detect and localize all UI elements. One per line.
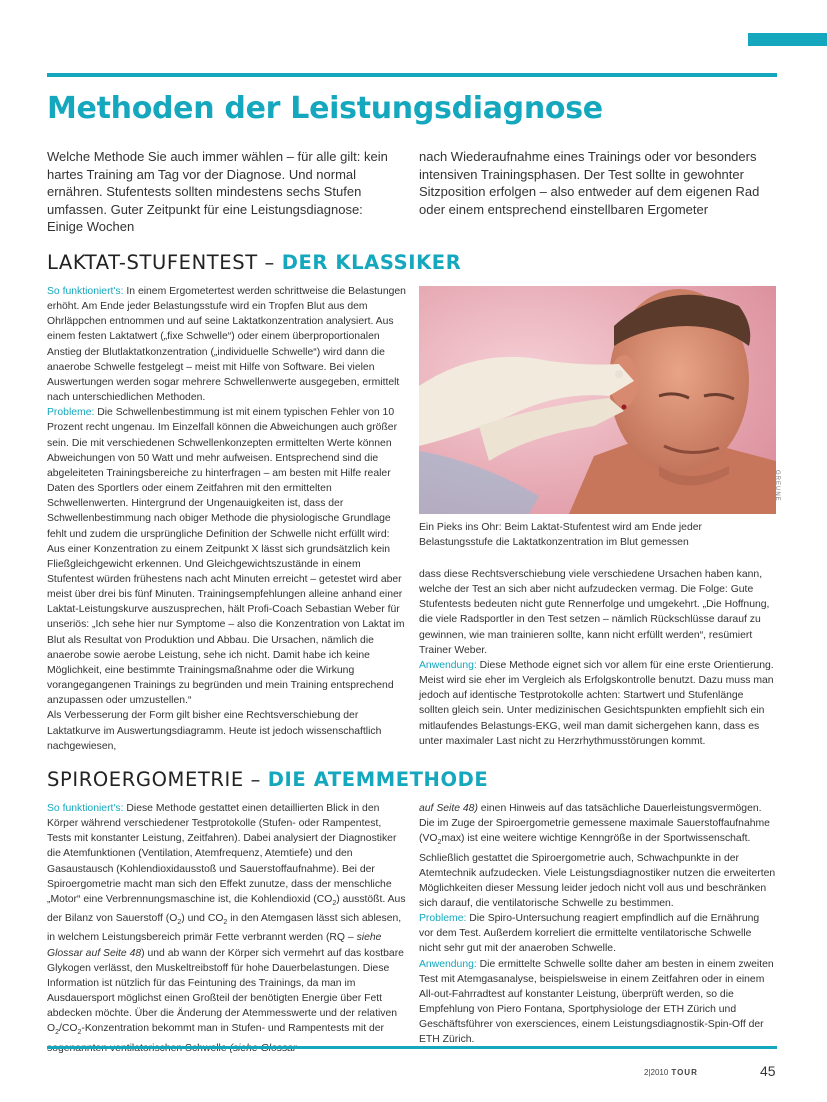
laktat-application-paragraph — [419, 658, 776, 749]
application-label: Anwendung: — [419, 659, 477, 671]
corner-accent-bar — [748, 33, 827, 46]
spiro-col2-b: max) ist eine weitere wichtige Kenngröße in der Sportwissenschaft. Schließlich gestattet die Spiroergometrie auch, Schwachpunkte in der Atemtechnik aufzudecken. Viele Leistungsdiagnostiker nutzen die erweiterten Möglichkeiten dieser Messung leider jedoch nicht voll aus und beschränken sich darauf, die ventilatorische Schwelle zu bestimmen. — [419, 833, 776, 910]
spiro-problems-paragraph — [419, 911, 776, 956]
intro-column-2 — [419, 148, 779, 218]
laktat-how-paragraph — [47, 284, 407, 405]
glossar-reference-2b: auf Seite 48) — [419, 803, 478, 814]
spiro-column-1 — [47, 801, 407, 1056]
co2-subscript-b: 2 — [223, 919, 228, 927]
spiro-column-2 — [419, 801, 776, 1048]
vo2-subscript: 2 — [437, 839, 442, 847]
athlete-earlobe-test-image — [419, 286, 776, 514]
laktat-problems-paragraph — [47, 405, 407, 708]
spiro-column-2-paragraph — [419, 801, 776, 911]
spiro-how-e: ) und ab wann der Körper sich vermehrt auf das kostbare Glykogen verlässt, den Muskeltreibstoff für hohe Dauerbelastungen. Diese Information ist nützlich für das Feintuning des Trainings, da man im Ausdauersport möglichst einen Großteil der benötigten Energie über Fett abdecken möchte. Über die Änderung der Atemmesswerte und der relativen O — [47, 947, 404, 1035]
laktat-column-2 — [419, 567, 776, 749]
footer-magazine: TOUR — [671, 1068, 698, 1077]
problems-label: Probleme: — [47, 407, 95, 419]
spiro-how-f: /CO — [59, 1023, 78, 1035]
o2-subscript-b: 2 — [55, 1029, 59, 1037]
intro-text-2: nach Wiederaufnahme eines Trainings oder vor besonders intensiven Trainingsphasen. Der Test sollte in gewohnter Sitzposition erfolgen – also entweder auf dem eigenen Rad oder einem entsprechend einstellbaren Ergometer — [419, 149, 760, 217]
how-label: So funktioniert's: — [47, 286, 124, 297]
spiro-heading-main: SPIROERGOMETRIE – — [47, 768, 261, 791]
spiro-problems-label: Probleme: — [419, 913, 467, 925]
spiro-heading — [47, 768, 488, 791]
spiro-problems-text: Die Spiro-Untersuchung reagiert empfindlich auf die Ernährung vor dem Test. Außerdem korreliert die ermittelte ventilatorische Schwelle nicht sehr gut mit der anaeroben Schwelle. — [419, 913, 760, 955]
article-photo — [419, 286, 776, 514]
spiro-how-g: -Konzentration bekommt man in Stufen- und Rampentests mit der — [81, 1023, 385, 1035]
laktat-column-2-text: dass diese Rechtsverschiebung viele verschiedene Ursachen haben kann, welche der Test an sich aber nicht aufzudecken vermag. Die Folge: Gute Stufentests bedeuten nicht gute Rennerfolge und umgekehrt. „Die Hoffnung, die viele Radsportler in den Test setzen – nämlich Rückschlüsse darauf zu gewinnen, wie man trainieren sollte, kann nicht erfüllt werden“, resümiert Trainer Weber. — [419, 569, 770, 656]
laktat-column-1 — [47, 284, 407, 754]
laktat-how-text: In einem Ergometertest werden schrittweise die Belastungen erhöht. Am Ende jeder Belastungsstufe wird ein Tropfen Blut aus dem Ohrläppchen entnommen und auf seine Laktatkonzentration analysiert. Aus einem festen Laktatwert („fixe Schwelle“) oder einem überproportionalen Anstieg der Blutlaktatkonzentration („individuelle Schwelle“) wird dann die anaerobe Schwelle festgelegt – meist mit Hilfe von Software. Bei vielen Auswertungen werden sogar mehrere Schwellenwerte ausgegeben, ermittelt nach unterschiedlichen Methoden. — [47, 286, 406, 404]
spiro-how-c: ) und CO — [181, 913, 224, 925]
spiro-application-label: Anwendung: — [419, 958, 477, 970]
page-number: 45 — [760, 1063, 776, 1079]
intro-column-1 — [47, 148, 399, 236]
spiro-how-a: Diese Methode gestattet einen detaillierten Blick in den Körper während verschiedener Testprotokolle (Stufen- oder Rampentest, Tests mit konstanter Leistung, Zeitfahren). Dabei analysiert der Diagnostiker die Atemfunktionen (Ventilation, Atemfrequenz, Atemtiefe) und den Gasaustausch (Kohlendioxidausstoß und Sauerstoffaufnahme). Bei der Spiroergometrie macht man sich den Effekt zunutze, dass der menschliche „Motor“ eine Verbrennungsmaschine ist, die Kohlendioxid (CO — [47, 803, 397, 905]
photo-credit: GREUNE — [774, 470, 780, 502]
footer-issue: 2|2010 — [644, 1068, 669, 1077]
intro-text-1: Welche Methode Sie auch immer wählen – für alle gilt: kein hartes Training am Tag vor der Diagnose. Und normal ernähren. Stufentests sollten mindestens sechs Stufen umfassen. Guter Zeitpunkt für eine Leistungsdiagnose: Einige Wochen — [47, 149, 388, 235]
laktat-heading-accent: DER KLASSIKER — [281, 251, 462, 274]
bottom-rule — [47, 1046, 777, 1049]
top-rule — [47, 73, 777, 77]
laktat-heading-main: LAKTAT-STUFENTEST – — [47, 251, 275, 274]
footer — [644, 1068, 698, 1077]
spiro-how-d: in den Atemgasen lässt sich ablesen, in welchem Leistungsbereich primär Fette verbrannt werden (RQ – — [47, 913, 402, 944]
laktat-application-text: Diese Methode eignet sich vor allem für eine erste Orientierung. Meist wird sie eher im Vergleich als Erfolgskontrolle benutzt. Dazu muss man jedoch auf identische Testprotokolle achten: Startwert und Stufenlänge sollten gleich sein. Unter medizinischen Gesichtspunkten empfiehlt sich ein mitlaufendes Belastungs-EKG, weil man damit sichergehen kann, dass es unter maximaler Last nicht zu Herzrhythmusstörungen kommt. — [419, 659, 774, 747]
spiro-how-b: ) ausstößt. Aus der Bilanz von Sauerstoff (O — [47, 893, 406, 925]
laktat-heading — [47, 251, 461, 274]
spiro-col2-a: einen Hinweis auf das tatsächliche Dauerleistungsvermögen. Die im Zuge der Spiroergometrie gemessene maximale Sauerstoffaufnahme (VO — [419, 803, 770, 845]
co2-subscript-c: 2 — [77, 1029, 82, 1037]
o2-subscript: 2 — [177, 919, 182, 927]
spiro-how-paragraph — [47, 801, 407, 1056]
spiro-heading-accent: DIE ATEMMETHODE — [267, 768, 489, 791]
glossar-reference-1: siehe Glossar auf Seite 48 — [47, 932, 382, 959]
photo-caption: Ein Pieks ins Ohr: Beim Laktat-Stufentest wird am Ende jeder Belastungsstufe die Laktatkonzentration im Blut gemessen — [419, 522, 702, 548]
laktat-problems-text: Die Schwellenbestimmung ist mit einem typischen Fehler von 10 Prozent recht ungenau. Im Einzelfall können die Abweichungen auch größer sein. Die mit verschiedenen Schwellenkonzepten ermittelten Werte können Abweichungen von 50 Watt und mehr aufweisen. Entsprechend sind die abgeleiteten Trainingsbereiche zu hinterfragen – am besten mit Hilfe realer Daten des Sportlers oder einem Zeitfahren mit den ermittelten Schwellenwerten. Hintergrund der Ungenauigkeiten ist, dass der Schwellenbestimmung nach obiger Methode die physiologische Grundlage fehlt und zudem die ursprüngliche Definition der Schwelle nicht erfüllt wird: Aus einer Konzentration zu einem Zeitpunkt X lässt sich grundsätzlich kein Fließgleichgewicht erkennen. Und Gleichgewichtszustände in einem Stufentest würden frühestens nach acht Minuten erreicht – getestet wird aber meist über drei bis fünf Minuten. Trainingsempfehlungen alleine anhand einer Laktat-Leistungskurve auszusprechen, hält Profi-Coach Sebastian Weber für unseriös: „Ich sehe hier nur Symptome – also die Konzentration von Laktat im Blut als Resultat von Produktion und Abbau. Die Ursachen, nämlich die anaerobe sowie aerobe Leistung, sehe ich nicht. Damit habe ich keine Möglichkeit, eine bestimmte Trainingsmaßnahme oder die Wirkung vorangegangenen Trainings zu begründen und mein Training entsprechend anzupassen oder umzustellen.“ — [47, 407, 405, 707]
co2-subscript: 2 — [332, 900, 337, 908]
spiro-application-text: Die ermittelte Schwelle sollte daher am besten in einem zweiten Test mit Atemgasanalyse, beispielsweise in einem Zeitfahren oder in einem All-out-Fahrradtest auf konstanter Leistung, überprüft werden, so die Empfehlung von Piero Fontana, Sportphysiologe der ETH Zürich und Geschäftsführer von exersciences, einem Leistungsdiagnostik-Spin-Off der ETH Zürich. — [419, 958, 774, 1046]
page-title: Methoden der Leistungsdiagnose — [47, 91, 603, 126]
spiro-how-label: So funktioniert's: — [47, 803, 124, 814]
spiro-application-paragraph — [419, 957, 776, 1048]
laktat-improvement-paragraph: Als Verbesserung der Form gilt bisher eine Rechtsverschiebung der Laktatkurve im Auswertungsdiagramm. Heute ist jedoch wissenschaftlich nachgewiesen, — [47, 710, 382, 752]
